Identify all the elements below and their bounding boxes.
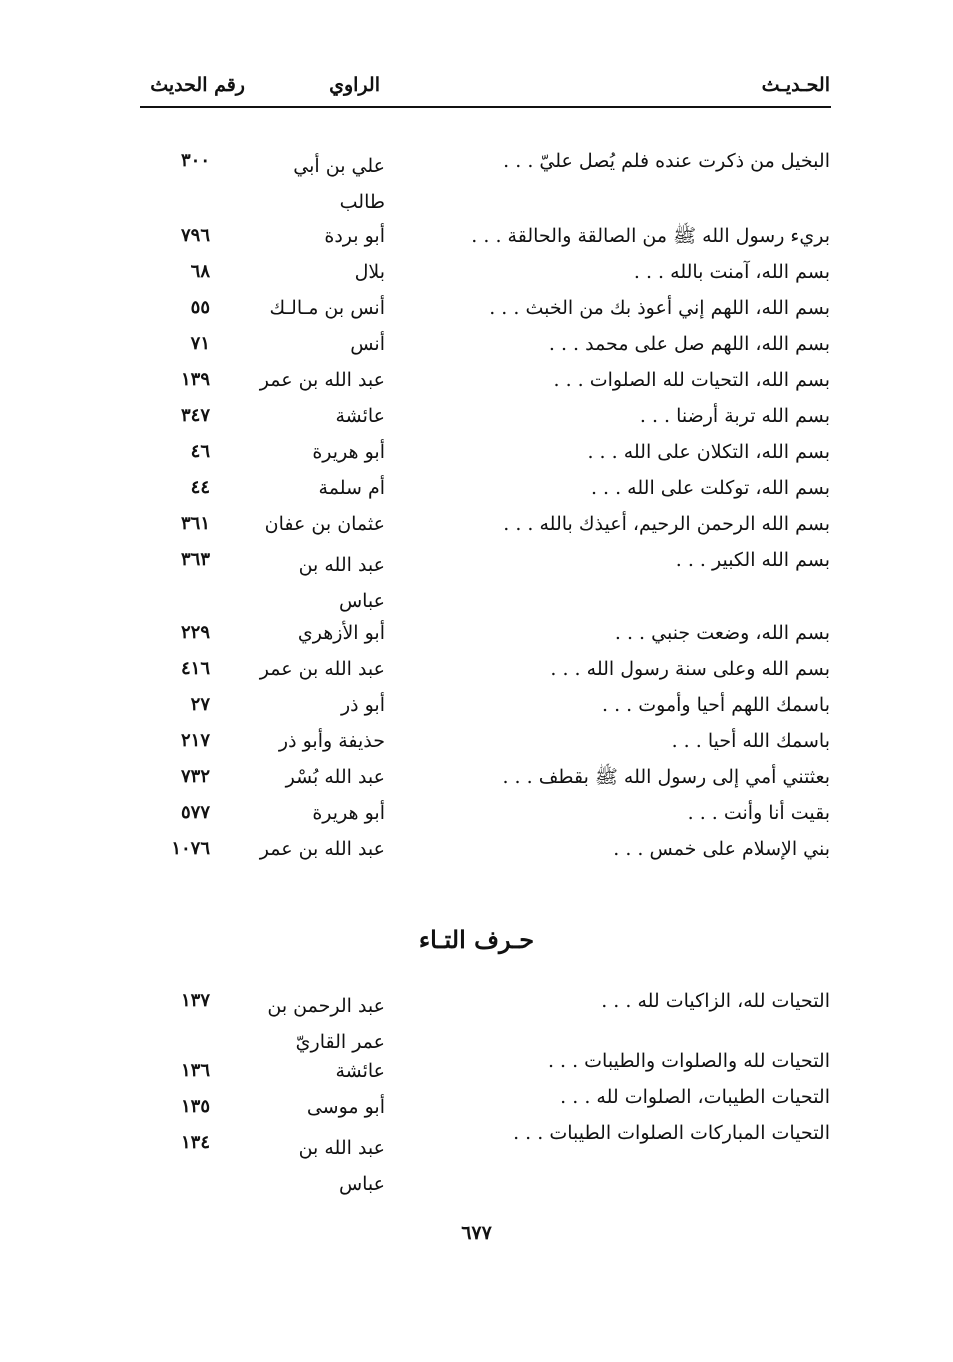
table-row — [0, 295, 953, 331]
hadith-number: ١٣٦ — [180, 1060, 210, 1081]
page-number: ٦٧٧ — [461, 1222, 492, 1244]
hadith-text: باسمك اللهم أحيا وأموت . . . — [602, 694, 830, 716]
table-row — [0, 403, 953, 439]
hadith-text: بسم الله، وضعت جنبي . . . — [614, 622, 830, 644]
hadith-number: ١٣٤ — [180, 1132, 210, 1153]
hadith-text: التحيات لله والصلوات والطيبات . . . — [547, 1050, 830, 1072]
hadith-number: ٥٧٧ — [180, 802, 210, 823]
hadith-text: بسم الله، التحيات لله الصلوات . . . — [553, 369, 830, 391]
hadith-text: بسم الله وعلى سنة رسول الله . . . — [550, 658, 830, 680]
hadith-number: ٤٦ — [190, 441, 210, 462]
table-row — [0, 1122, 953, 1195]
hadith-text: بسم الله، اللهم صل على محمد . . . — [548, 333, 830, 355]
hadith-text: بسم الله تربة أرضنا . . . — [639, 405, 830, 427]
narrator: عثمان بن عفان — [264, 513, 385, 535]
hadith-text: التحيات لله، الزاكيات لله . . . — [601, 990, 830, 1012]
hadith-number: ٧١ — [190, 333, 210, 354]
narrator: أنس — [350, 333, 385, 355]
hadith-text: بريء رسول الله ﷺ من الصالقة والحالقة . . . — [471, 225, 830, 247]
hadith-number: ١٣٧ — [180, 990, 210, 1011]
table-row — [0, 656, 953, 692]
hadith-number: ٣٦٣ — [180, 549, 210, 570]
narrator: عبد الله بن عمر — [259, 658, 385, 680]
narrator: عبد الله بُسْر — [285, 766, 385, 788]
hadith-number: ٦٨ — [190, 261, 210, 282]
hadith-number: ٤٤ — [190, 477, 210, 498]
table-row — [0, 692, 953, 728]
hadith-number: ٧٣٢ — [180, 766, 210, 787]
hadith-number: ١٣٩ — [180, 369, 210, 390]
column-header-hadith: الحـديـث — [761, 74, 830, 96]
table-row — [0, 764, 953, 800]
narrator: أبو الأزهري — [297, 622, 385, 644]
table-row — [0, 223, 953, 259]
hadith-text: بقيت أنا وأنت . . . — [687, 802, 830, 824]
narrator: عبد الله بن عمر — [259, 838, 385, 860]
hadith-text: بسم الله، توكلت على الله . . . — [590, 477, 830, 499]
narrator: بلال — [354, 261, 385, 283]
hadith-text: باسمك الله أحيا . . . — [671, 730, 830, 752]
narrator: أبو بردة — [324, 225, 385, 247]
table-row — [0, 728, 953, 764]
header-rule — [140, 106, 831, 108]
column-header-narrator: الراوي — [329, 74, 380, 96]
narrator: عبد الله بن عباس — [298, 1137, 385, 1195]
table-row — [0, 511, 953, 547]
narrator: عبد الله بن عمر — [259, 369, 385, 391]
hadith-number: ٢٢٩ — [180, 622, 210, 643]
hadith-number: ٤١٦ — [180, 658, 210, 679]
table-row — [0, 988, 953, 1053]
table-row — [0, 620, 953, 656]
narrator: أبو موسى — [306, 1096, 385, 1118]
hadith-text: التحيات الطيبات، الصلوات لله . . . — [560, 1086, 830, 1108]
hadith-text: بسم الله، التكلان على الله . . . — [587, 441, 830, 463]
table-row — [0, 331, 953, 367]
hadith-number: ٢١٧ — [180, 730, 210, 751]
table-row — [0, 475, 953, 511]
hadith-text: البخيل من ذكرت عنده فلم يُصل عليّ . . . — [503, 150, 830, 172]
narrator: عائشة — [335, 405, 385, 427]
hadith-text: بسم الله الرحمن الرحيم، أعيذك بالله . . . — [503, 513, 830, 535]
hadith-number: ٣٤٧ — [180, 405, 210, 426]
table-row — [0, 439, 953, 475]
column-header-number: رقم الحديث — [150, 74, 245, 96]
hadith-text: بسم الله الكبير . . . — [675, 549, 830, 571]
narrator: أنس بن مـالـك — [269, 297, 385, 319]
narrator: عائشة — [335, 1060, 385, 1082]
hadith-number: ٢٧ — [190, 694, 210, 715]
hadith-text: التحيات المباركات الصلوات الطيبات . . . — [513, 1122, 830, 1144]
table-row — [0, 367, 953, 403]
narrator: أبو ذر — [340, 694, 385, 716]
narrator: حذيفة وأبو ذر — [278, 730, 385, 752]
hadith-number: ١٠٧٦ — [171, 838, 210, 859]
narrator: أبو هريرة — [312, 441, 385, 463]
hadith-number: ٣٠٠ — [180, 150, 210, 171]
table-row — [0, 148, 953, 213]
narrator: أم سلمة — [318, 477, 385, 499]
hadith-number: ١٣٥ — [180, 1096, 210, 1117]
narrator: علي بن أبي طالب — [293, 155, 385, 213]
table-row — [0, 800, 953, 836]
table-row — [0, 836, 953, 872]
hadith-text: بسم الله، آمنت بالله . . . — [633, 261, 830, 283]
hadith-number: ٣٦١ — [180, 513, 210, 534]
section-heading: حـرف التـاء — [418, 925, 535, 954]
narrator: عبد الرحمن بن عمر القاريّ — [267, 995, 385, 1053]
hadith-number: ٧٩٦ — [180, 225, 210, 246]
hadith-number: ٥٥ — [190, 297, 210, 318]
hadith-text: بعثتني أمي إلى رسول الله ﷺ بقطف . . . — [502, 766, 830, 788]
table-row — [0, 547, 953, 612]
narrator: أبو هريرة — [312, 802, 385, 824]
narrator: عبد الله بن عباس — [298, 554, 385, 612]
hadith-text: بني الإسلام على خمس . . . — [613, 838, 830, 860]
table-row — [0, 259, 953, 295]
hadith-text: بسم الله، اللهم إني أعوذ بك من الخبث . . . — [489, 297, 830, 319]
